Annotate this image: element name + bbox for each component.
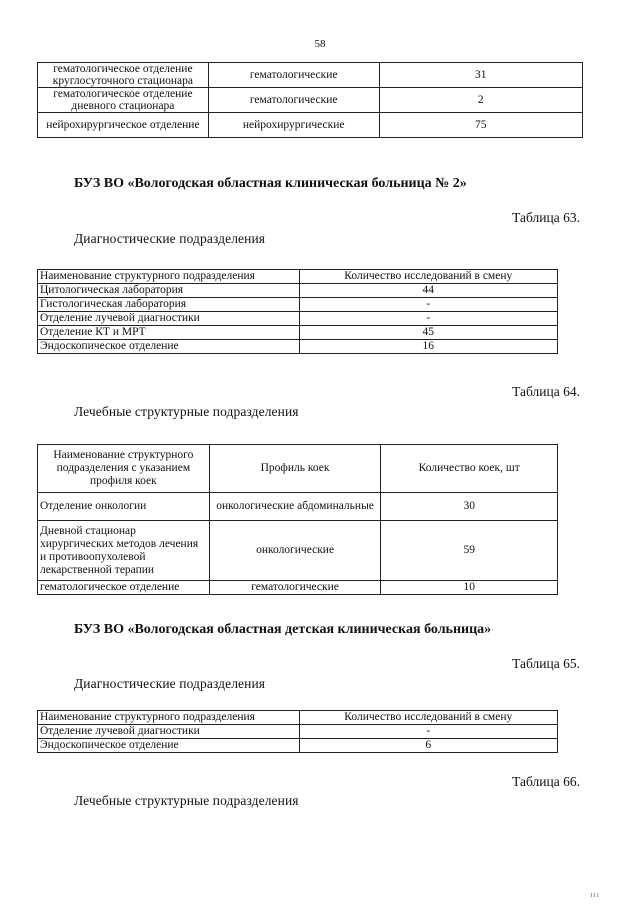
table-cell-name: гематологическое отделение (38, 581, 210, 595)
table-cell-count: - (299, 312, 557, 326)
table-cell-count: - (299, 298, 557, 312)
table-64-label: Таблица 64. (512, 384, 580, 399)
table-header-name: Наименование структурного подразделения (38, 711, 300, 725)
table-cell-count: 10 (381, 581, 558, 595)
table-cell-name: Дневной стационар хирургических методов лечения и противоопухолевой лекарственной терапии (38, 521, 210, 581)
section-heading-hospital-2: БУЗ ВО «Вологодская областная клиническая больница № 2» (74, 176, 467, 191)
table-64-caption: Лечебные структурные подразделения (74, 404, 299, 419)
table-cell-name: гематологическое отделение дневного стационара (38, 88, 209, 113)
table-cell-name: Отделение КТ и МРТ (38, 326, 300, 340)
table-cell-profile: гематологические (209, 581, 381, 595)
table-cell-name: Цитологическая лаборатория (38, 284, 300, 298)
table-header-row (38, 270, 558, 284)
diagnostic-units-table-65 (37, 710, 558, 753)
section-heading-childrens-hospital: БУЗ ВО «Вологодская областная детская клиническая больница» (74, 622, 492, 637)
table-cell-count: 75 (379, 113, 582, 138)
table-cell-profile: онкологические абдоминальные (209, 493, 381, 521)
table-header-count: Количество исследований в смену (299, 270, 557, 284)
table-66-caption: Лечебные структурные подразделения (74, 793, 299, 808)
table-cell-count: 16 (299, 340, 557, 354)
table-66-label: Таблица 66. (512, 774, 580, 789)
table-cell-name: Отделение лучевой диагностики (38, 312, 300, 326)
table-cell-profile: нейрохирургические (208, 113, 379, 138)
table-cell-name: гематологическое отделение круглосуточного стационара (38, 63, 209, 88)
table-cell-count: 30 (381, 493, 558, 521)
table-header-row (38, 711, 558, 725)
table-63-label: Таблица 63. (512, 210, 580, 225)
table-row (38, 312, 558, 326)
table-cell-profile: онкологические (209, 521, 381, 581)
table-cell-name: Отделение лучевой диагностики (38, 725, 300, 739)
table-header-row (38, 445, 558, 493)
table-header-count: Количество исследований в смену (299, 711, 557, 725)
page-number: 58 (314, 38, 326, 50)
table-65-caption: Диагностические подразделения (74, 676, 266, 691)
table-row (38, 298, 558, 312)
table-cell-count: 59 (381, 521, 558, 581)
table-row (38, 581, 558, 595)
table-cell-name: нейрохирургическое отделение (38, 113, 209, 138)
table-cell-count: 6 (299, 739, 557, 753)
table-row (38, 326, 558, 340)
table-cell-count: - (299, 725, 557, 739)
table-row (38, 63, 583, 88)
table-row (38, 88, 583, 113)
table-cell-name: Эндоскопическое отделение (38, 739, 300, 753)
table-cell-count: 31 (379, 63, 582, 88)
table-cell-profile: гематологические (208, 63, 379, 88)
table-63-caption: Диагностические подразделения (74, 231, 266, 246)
diagnostic-units-table-63 (37, 269, 558, 354)
table-row (38, 284, 558, 298)
table-row (38, 493, 558, 521)
table-header-name: Наименование структурного подразделения с указанием профиля коек (38, 445, 210, 493)
table-cell-profile: гематологические (208, 88, 379, 113)
scan-mark: ııı (590, 890, 600, 899)
table-header-name: Наименование структурного подразделения (38, 270, 300, 284)
table-row (38, 725, 558, 739)
table-cell-count: 2 (379, 88, 582, 113)
treatment-units-table-64 (37, 444, 558, 595)
table-row (38, 340, 558, 354)
table-cell-name: Гистологическая лаборатория (38, 298, 300, 312)
table-cell-count: 44 (299, 284, 557, 298)
table-cell-count: 45 (299, 326, 557, 340)
continued-beds-table (37, 62, 583, 138)
table-cell-name: Эндоскопическое отделение (38, 340, 300, 354)
table-row (38, 113, 583, 138)
table-row (38, 521, 558, 581)
table-header-count: Количество коек, шт (381, 445, 558, 493)
table-cell-name: Отделение онкологии (38, 493, 210, 521)
table-65-label: Таблица 65. (512, 656, 580, 671)
table-header-profile: Профиль коек (209, 445, 381, 493)
table-row (38, 739, 558, 753)
